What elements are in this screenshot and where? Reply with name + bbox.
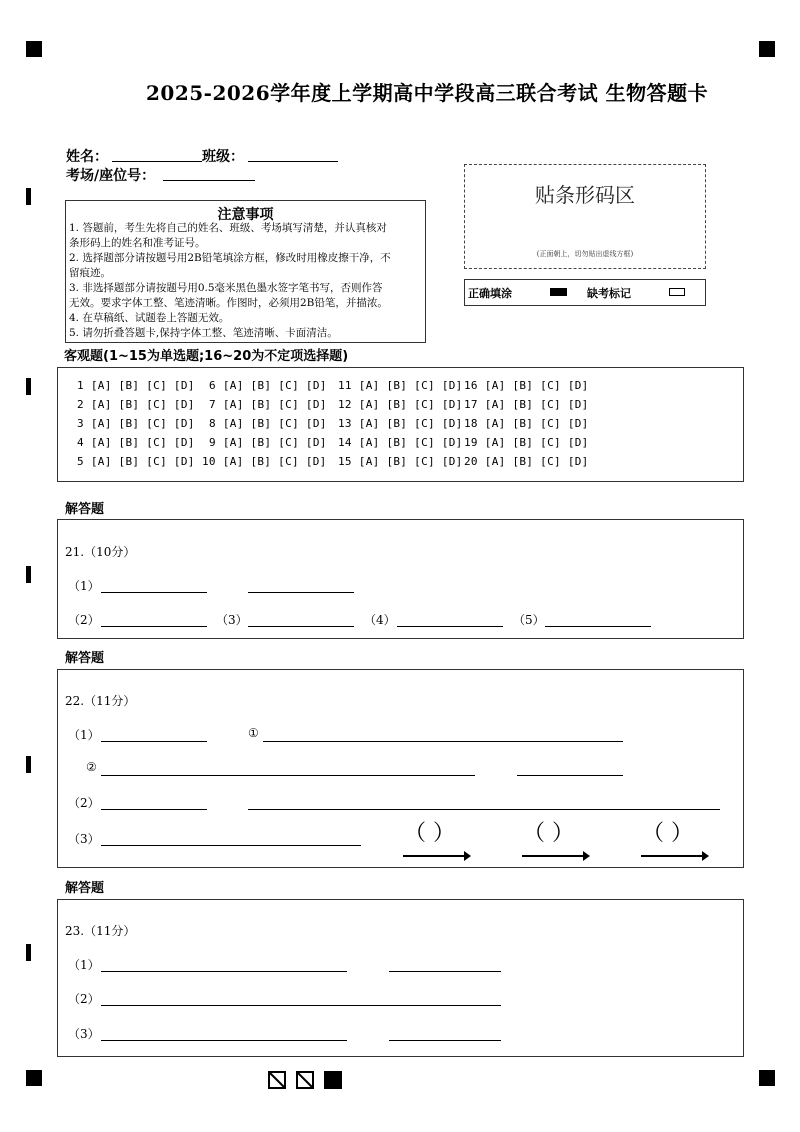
q22-answer-line[interactable] bbox=[263, 741, 623, 742]
q21-answer-line[interactable] bbox=[248, 592, 354, 593]
q21-answer-line[interactable] bbox=[397, 626, 503, 627]
q23-answer-line[interactable] bbox=[101, 1005, 501, 1006]
side-mark bbox=[26, 944, 31, 961]
name-label: 姓名： bbox=[66, 149, 108, 165]
mc-row-17[interactable]: 17 [A] [B] [C] [D] bbox=[464, 398, 589, 411]
q22-answer-line[interactable] bbox=[248, 809, 720, 810]
q23-part-2-label: （2） bbox=[68, 992, 100, 1006]
objective-heading: 客观题(1~15为单选题;16~20为不定项选择题) bbox=[64, 349, 349, 364]
q22-paren-blank[interactable]: （ ） bbox=[642, 821, 693, 846]
barcode-title: 贴条形码区 bbox=[535, 183, 635, 207]
mc-row-10[interactable]: 10 [A] [B] [C] [D] bbox=[202, 455, 327, 468]
notice-item: 留痕迹。 bbox=[69, 267, 111, 279]
notice-list bbox=[69, 221, 424, 341]
fill-legend bbox=[464, 279, 706, 306]
notice-item: 2. 选择题部分请按题号用2B铅笔填涂方框，修改时用橡皮擦干净，不 bbox=[69, 252, 391, 264]
q21-answer-box bbox=[57, 519, 744, 639]
answer-heading-21: 解答题 bbox=[65, 502, 105, 517]
q22-part-3-label: （3） bbox=[68, 832, 100, 846]
corner-mark-top-right bbox=[759, 41, 775, 57]
mc-row-5[interactable]: 5 [A] [B] [C] [D] bbox=[77, 455, 195, 468]
q22-paren-blank[interactable]: （ ） bbox=[523, 821, 574, 846]
room-seat-field[interactable] bbox=[163, 180, 255, 181]
side-mark bbox=[26, 566, 31, 583]
q21-answer-line[interactable] bbox=[101, 626, 207, 627]
objective-answer-box bbox=[57, 367, 744, 482]
answer-heading-23: 解答题 bbox=[65, 881, 105, 896]
q22-paren-blank[interactable]: （ ） bbox=[404, 821, 455, 846]
q21-answer-line[interactable] bbox=[101, 592, 207, 593]
q22-part-2-label: （2） bbox=[68, 796, 100, 810]
notice-item: 1. 答题前，考生先将自己的姓名、班级、考场填写清楚，并认真核对 bbox=[69, 222, 387, 234]
q23-answer-line[interactable] bbox=[101, 1040, 347, 1041]
q23-answer-line[interactable] bbox=[389, 971, 501, 972]
mc-row-19[interactable]: 19 [A] [B] [C] [D] bbox=[464, 436, 589, 449]
q22-answer-line[interactable] bbox=[517, 775, 623, 776]
notice-title: 注意事项 bbox=[217, 207, 274, 223]
q23-part-1-label: （1） bbox=[68, 958, 100, 972]
mc-row-6[interactable]: 6 [A] [B] [C] [D] bbox=[209, 379, 327, 392]
right-arrow-icon bbox=[640, 847, 710, 859]
mc-row-14[interactable]: 14 [A] [B] [C] [D] bbox=[338, 436, 463, 449]
q21-part-3-label: （3） bbox=[216, 613, 248, 627]
right-arrow-icon bbox=[402, 847, 472, 859]
mc-row-4[interactable]: 4 [A] [B] [C] [D] bbox=[77, 436, 195, 449]
q22-answer-line[interactable] bbox=[101, 809, 207, 810]
q21-answer-line[interactable] bbox=[545, 626, 651, 627]
answer-heading-22: 解答题 bbox=[65, 651, 105, 666]
mc-row-1[interactable]: 1 [A] [B] [C] [D] bbox=[77, 379, 195, 392]
q23-answer-line[interactable] bbox=[101, 971, 347, 972]
notice-item: 5. 请勿折叠答题卡,保持字体工整、笔迹清晰、卡面清洁。 bbox=[69, 327, 338, 339]
side-mark bbox=[26, 188, 31, 205]
crossed-box-mark bbox=[268, 1071, 286, 1089]
q21-part-5-label: （5） bbox=[513, 613, 545, 627]
mc-row-7[interactable]: 7 [A] [B] [C] [D] bbox=[209, 398, 327, 411]
q22-answer-box bbox=[57, 669, 744, 868]
crossed-box-mark bbox=[296, 1071, 314, 1089]
page-title: 2025-2026学年度上学期高中学段高三联合考试 生物答题卡 bbox=[146, 81, 709, 105]
mc-row-11[interactable]: 11 [A] [B] [C] [D] bbox=[338, 379, 463, 392]
correct-fill-sample bbox=[550, 288, 567, 296]
q22-answer-line[interactable] bbox=[101, 775, 475, 776]
mc-row-12[interactable]: 12 [A] [B] [C] [D] bbox=[338, 398, 463, 411]
class-label: 班级： bbox=[202, 149, 244, 165]
q23-answer-line[interactable] bbox=[389, 1040, 501, 1041]
room-seat-label: 考场/座位号： bbox=[66, 168, 156, 184]
q22-title: 22.（11分） bbox=[65, 694, 136, 708]
q21-answer-line[interactable] bbox=[248, 626, 354, 627]
q21-part-4-label: （4） bbox=[364, 613, 396, 627]
barcode-area bbox=[464, 164, 706, 269]
corner-mark-bottom-right bbox=[759, 1070, 775, 1086]
notice-item: 4. 在草稿纸、试题卷上答题无效。 bbox=[69, 312, 230, 324]
right-arrow-icon bbox=[521, 847, 591, 859]
q23-title: 23.（11分） bbox=[65, 924, 136, 938]
mc-row-16[interactable]: 16 [A] [B] [C] [D] bbox=[464, 379, 589, 392]
correct-fill-label: 正确填涂 bbox=[468, 287, 512, 300]
mc-row-9[interactable]: 9 [A] [B] [C] [D] bbox=[209, 436, 327, 449]
absent-mark-label: 缺考标记 bbox=[587, 287, 631, 300]
mc-row-18[interactable]: 18 [A] [B] [C] [D] bbox=[464, 417, 589, 430]
notice-box bbox=[65, 200, 426, 343]
q22-answer-line[interactable] bbox=[101, 741, 207, 742]
corner-mark-top-left bbox=[26, 41, 42, 57]
mc-row-15[interactable]: 15 [A] [B] [C] [D] bbox=[338, 455, 463, 468]
notice-item: 条形码上的姓名和准考证号。 bbox=[69, 237, 206, 249]
name-field[interactable] bbox=[112, 161, 202, 162]
filled-box-mark bbox=[324, 1071, 342, 1089]
q22-circle-1: ① bbox=[248, 726, 259, 740]
q22-part-1-label: （1） bbox=[68, 728, 100, 742]
notice-item: 3. 非选择题部分请按题号用0.5毫米黑色墨水签字笔书写，否则作答 bbox=[69, 282, 383, 294]
barcode-note: (正面朝上，切勿贴出虚线方框) bbox=[536, 250, 634, 258]
mc-row-8[interactable]: 8 [A] [B] [C] [D] bbox=[209, 417, 327, 430]
mc-row-13[interactable]: 13 [A] [B] [C] [D] bbox=[338, 417, 463, 430]
side-mark bbox=[26, 378, 31, 395]
q21-title: 21.（10分） bbox=[65, 545, 136, 559]
class-field[interactable] bbox=[248, 161, 338, 162]
q22-circle-2: ② bbox=[86, 760, 97, 774]
side-mark bbox=[26, 756, 31, 773]
mc-row-3[interactable]: 3 [A] [B] [C] [D] bbox=[77, 417, 195, 430]
q21-part-1-label: （1） bbox=[68, 579, 100, 593]
q23-part-3-label: （3） bbox=[68, 1027, 100, 1041]
q22-answer-line[interactable] bbox=[101, 845, 361, 846]
q21-part-2-label: （2） bbox=[68, 613, 100, 627]
mc-row-20[interactable]: 20 [A] [B] [C] [D] bbox=[464, 455, 589, 468]
mc-row-2[interactable]: 2 [A] [B] [C] [D] bbox=[77, 398, 195, 411]
q23-answer-box bbox=[57, 899, 744, 1057]
corner-mark-bottom-left bbox=[26, 1070, 42, 1086]
notice-item: 无效。要求字体工整、笔迹清晰。作图时，必须用2B铅笔，并描浓。 bbox=[69, 297, 388, 309]
absent-mark-box[interactable] bbox=[669, 288, 685, 296]
